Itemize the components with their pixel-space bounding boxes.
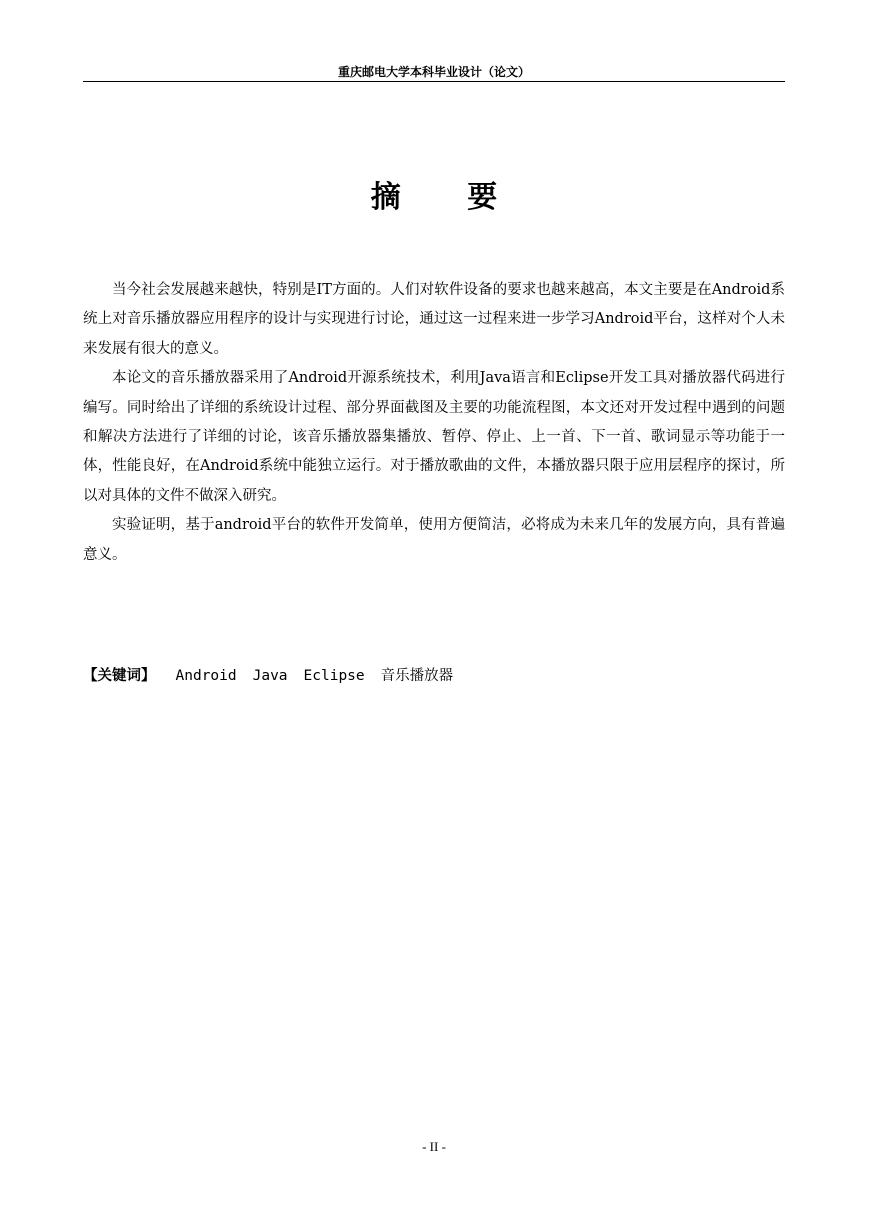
keyword-music-player: 音乐播放器 [380,668,454,684]
page-number: - II - [422,1139,446,1154]
header-rule [83,81,785,82]
keywords-line [83,662,785,690]
keyword-eclipse: Eclipse [303,668,365,684]
abstract-paragraph-2: 本论文的音乐播放器采用了Android开源系统技术，利用Java语言和Eclipse开发工具对播放器代码进行编写。同时给出了详细的系统设计过程、部分界面截图及主要的功能流程图，本文还对开发过程中遇到的问题和解决方法进行了详细的讨论，该音乐播放器集播放、暂停、停止、上一首、下一首、歌词显示等功能于一体，性能良好，在Android系统中能独立运行。对于播放歌曲的文件，本播放器只限于应用层程序的探讨，所以对具体的文件不做深入研究。 [83,370,785,504]
abstract-title: 摘 要 [370,180,526,215]
abstract-paragraph-1: 当今社会发展越来越快，特别是IT方面的。人们对软件设备的要求也越来越高，本文主要是在Android系统上对音乐播放器应用程序的设计与实现进行讨论，通过这一过程来进一步学习Android平台，这样对个人未来发展有很大的意义。 [83,282,785,357]
abstract-body [83,276,785,570]
abstract-paragraph-3: 实验证明，基于android平台的软件开发简单，使用方便简洁，必将成为未来几年的发展方向，具有普遍意义。 [83,517,785,563]
running-header: 重庆邮电大学本科毕业设计（论文） [337,65,530,79]
keyword-android: Android [175,668,237,684]
keyword-java: Java [252,668,288,684]
keywords-label: 【关键词】 [83,668,156,684]
